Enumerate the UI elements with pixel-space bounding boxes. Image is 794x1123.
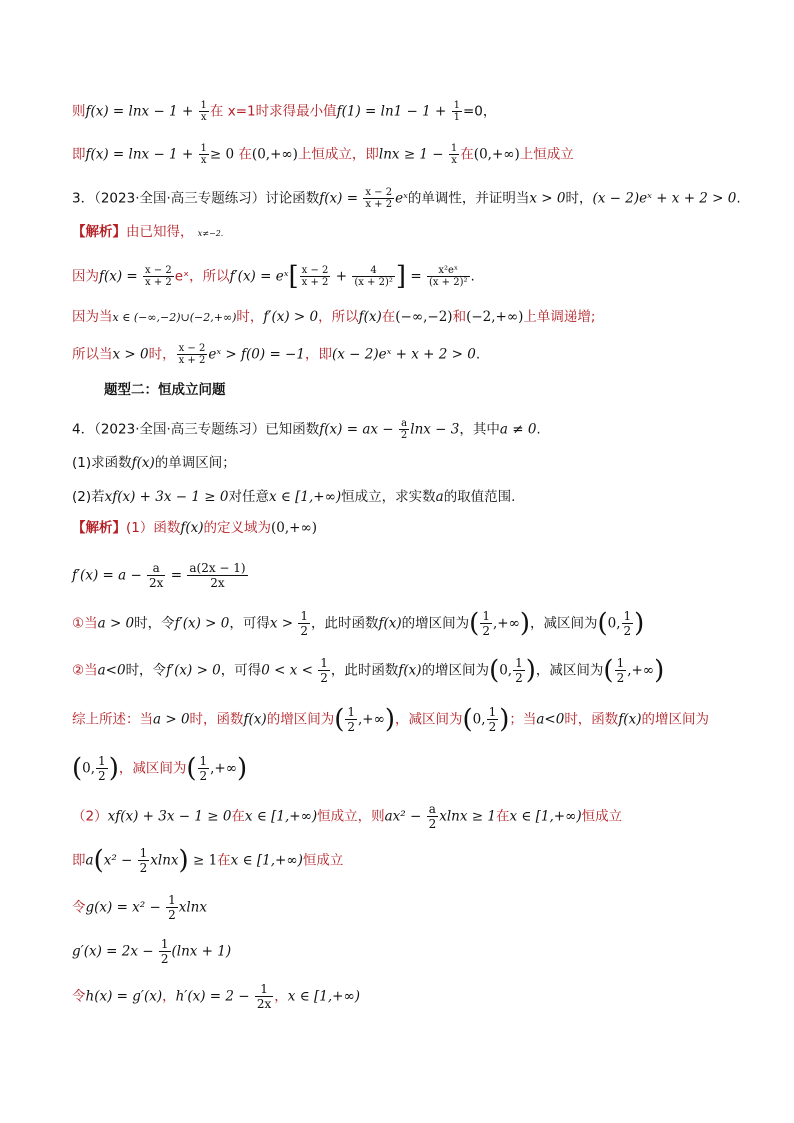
text: 恒成立 — [302, 852, 344, 869]
problem-4 — [72, 418, 734, 441]
math: f(x) = lnx − 1 + — [85, 146, 198, 163]
math: ≥ 1 — [188, 852, 218, 869]
text: 对任意 — [228, 489, 269, 505]
math: ,+∞ — [627, 662, 655, 679]
math: ax² − — [384, 808, 426, 825]
math: ,+∞ — [492, 615, 520, 632]
text: 的增区间为 — [401, 615, 470, 632]
text: 在 — [495, 808, 510, 825]
math: f(1) = ln1 − 1 + — [336, 103, 451, 120]
text: 所以当 — [72, 346, 113, 363]
fraction: $\frac{1}{2}$ — [482, 609, 490, 638]
fraction: $\frac{x - 2}{x + 2}$ — [365, 187, 393, 210]
text: 即 — [72, 146, 86, 163]
text: ，即 — [304, 346, 332, 363]
math: x ∈ [1,+∞) — [268, 489, 342, 505]
case-1: ①当a > 0时，令f′(x) > 0，可得x > $\frac{1}{2}$ ，此时函数f(x)的增区间为( $\frac{1}{2}$ ,+∞)，减区间为(0, $\frac{1}{2}$ ) — [72, 608, 645, 639]
math: (lnx + 1) — [171, 943, 232, 960]
fraction: $\frac{x - 2}{x + 2}$ — [301, 265, 329, 288]
derivative-line — [72, 561, 734, 590]
math: h′(x) = 2 − — [175, 988, 254, 1005]
text: 的单调区间； — [154, 455, 236, 471]
fraction: $\frac{1}{2}$ — [488, 705, 497, 734]
fraction: $\frac{1}{x}$ — [200, 143, 207, 166]
fraction: $\frac{1}{2}$ — [616, 656, 625, 685]
text: 上恒成立，即 — [297, 146, 379, 163]
math: f′(x) > 0 — [174, 615, 230, 632]
math: xf(x) + 3x − 1 ≥ 0 — [107, 808, 232, 825]
fraction: $\frac{1}{2}$ — [300, 609, 309, 638]
math: xlnx — [150, 852, 179, 869]
text: . — [536, 421, 541, 438]
math: f(x) — [131, 455, 155, 471]
math: eˣ — [395, 190, 408, 207]
math: a — [435, 489, 444, 505]
math: x ∈ [1,+∞) — [287, 988, 360, 1005]
problem-4-part-1 — [72, 453, 734, 473]
text: 则 — [72, 103, 86, 120]
math: g(x) = x² − — [85, 899, 166, 916]
text: 上恒成立 — [519, 146, 574, 163]
text: 时， — [148, 346, 176, 363]
math: 0, — [472, 711, 486, 728]
text: 在 x=1时求得最小值 — [209, 103, 337, 120]
solution-4-intro — [72, 518, 734, 538]
math: (0,+∞) — [271, 520, 317, 536]
fraction: $\frac{\text{x²eˣ}}{\text{(x + 2)²}}$ — [428, 265, 468, 288]
math: = — [166, 567, 187, 584]
math: f′(x) > 0 — [263, 309, 319, 325]
text: 恒成立，则 — [317, 808, 385, 825]
text: 在 — [238, 146, 252, 163]
define-h — [72, 982, 734, 1011]
g-derivative — [72, 937, 734, 966]
math: 0, — [82, 760, 96, 777]
math: (−2,+∞) — [466, 309, 524, 325]
math: xf(x) + 3x − 1 ≥ 0 — [104, 489, 229, 505]
problem-4-part-2 — [72, 487, 734, 507]
text: 因为当 — [72, 309, 113, 325]
text: 时，令 — [134, 615, 175, 632]
text: 的单调性，并证明当 — [407, 190, 530, 207]
summary-line-1: 综上所述：当a > 0时，函数f(x)的增区间为( $\frac{1}{2}$ ,+∞)，减区间为(0, $\frac{1}{2}$ )；当a<0时，函数f(x)的增区间为 — [72, 704, 709, 735]
text: 3．（2023·全国·高三专题练习）讨论函数 — [72, 190, 320, 207]
math: f(x) — [398, 662, 422, 679]
math: (−∞,−2) — [395, 309, 453, 325]
text: (1)求函数 — [72, 455, 132, 471]
text: 恒成立，求实数 — [341, 489, 436, 505]
fraction: $\frac{1}{2}$ — [623, 609, 632, 638]
text: (2)若 — [72, 489, 105, 505]
text: eˣ，所以 — [174, 268, 230, 285]
text: ，减区间为 — [535, 662, 604, 679]
text: ， — [162, 988, 176, 1005]
text: 的增区间为 — [266, 711, 335, 728]
math: x ∈ (−∞,−2)∪(−2,+∞) — [112, 311, 237, 324]
math: xlnx — [178, 899, 207, 916]
math: lnx − 3 — [410, 421, 460, 438]
text: ②当 — [72, 662, 98, 679]
math: 0, — [499, 662, 513, 679]
text: 时， — [236, 309, 264, 325]
fraction: $\frac{1}{2}$ — [199, 754, 208, 783]
text: ①当 — [72, 615, 98, 632]
math: a > 0 — [153, 711, 190, 728]
text: 在 — [217, 852, 231, 869]
text: ；当 — [509, 711, 537, 728]
text: ，减区间为 — [395, 711, 463, 728]
math: (x − 2)eˣ + x + 2 > 0 — [592, 190, 737, 207]
math: ,+∞ — [358, 711, 385, 728]
text: =0， — [462, 103, 497, 120]
text: 时，函数 — [189, 711, 244, 728]
math: a<0 — [536, 711, 565, 728]
math: f(x) — [358, 309, 382, 325]
summary-line-2: (0, $\frac{1}{2}$ )，减区间为( $\frac{1}{2}$ ,+∞) — [72, 753, 248, 784]
text: 因为 — [72, 268, 99, 285]
text: 的增区间为 — [421, 662, 490, 679]
fraction: $\frac{a}{2x}$ — [149, 561, 164, 590]
part-2-line-2: 即a(x² − $\frac{1}{2}$ xlnx) ≥ 1在x ∈ [1,+∞)恒成立 — [72, 845, 344, 876]
math: a ≠ 0 — [499, 421, 537, 438]
math: x ∈ [1,+∞) — [230, 852, 303, 869]
text: 的增区间为 — [641, 711, 709, 728]
fraction: $\frac{1}{2}$ — [320, 656, 328, 685]
math: f(x) = — [99, 268, 143, 285]
math: g′(x) = 2x − — [72, 943, 158, 960]
math: = — [406, 268, 426, 285]
solution-line-1 — [72, 100, 734, 123]
fraction: $\frac{1}{x}$ — [200, 100, 207, 123]
text: ，所以 — [318, 309, 359, 325]
math: xlnx ≥ 1 — [439, 808, 496, 825]
math: f′(x) = a − — [72, 567, 147, 584]
text: 在 — [381, 309, 396, 325]
math: x² − — [103, 852, 137, 869]
math: a — [85, 852, 94, 869]
text: ，减区间为 — [118, 760, 187, 777]
math: (x − 2)eˣ + x + 2 > 0 — [331, 346, 476, 363]
fraction: $\frac{x - 2}{x + 2}$ — [145, 265, 172, 288]
fraction: $\frac{a}{2}$ — [400, 418, 408, 441]
case-2: ②当a<0时，令f′(x) > 0，可得0 < x < $\frac{1}{2}$ ，此时函数f(x)的增区间为(0, $\frac{1}{2}$ )，减区间为( $\frac{1}{2}$ ,+∞) — [72, 655, 665, 686]
math: eˣ > f(0) = −1 — [208, 346, 305, 363]
math: (0,+∞) — [473, 146, 520, 163]
problem-3 — [72, 187, 741, 210]
math: f(x) = — [319, 190, 363, 207]
fraction: $\frac{1}{1}$ — [453, 100, 460, 123]
text: 在 — [460, 146, 474, 163]
text: （2） — [72, 808, 108, 825]
math: + — [331, 268, 352, 285]
text: 令 — [72, 899, 86, 916]
text: ，此时函数 — [330, 662, 399, 679]
fraction: $\frac{4}{\text{(x + 2)²}}$ — [354, 265, 393, 288]
fraction: $\frac{1}{x}$ — [450, 143, 458, 166]
math: f(x) — [378, 615, 402, 632]
text: ，减区间为 — [529, 615, 598, 632]
math: 0 < x < — [261, 662, 318, 679]
text: 由已知得， — [126, 224, 194, 240]
text: 的取值范围. — [443, 489, 516, 505]
text: 时， — [565, 190, 593, 207]
solution-3-line-3 — [72, 343, 734, 366]
math: f(x) — [618, 711, 642, 728]
define-g — [72, 893, 734, 922]
fraction: $\frac{1}{2}$ — [347, 705, 355, 734]
fraction: $\frac{x - 2}{x + 2}$ — [178, 343, 206, 366]
math: (0,+∞) — [251, 146, 298, 163]
text: (1）函数 — [126, 520, 181, 536]
math: a > 0 — [97, 615, 135, 632]
math: f(x) — [180, 520, 204, 536]
text: 综上所述：当 — [72, 711, 153, 728]
text: 恒成立 — [581, 808, 623, 825]
math: a<0 — [97, 662, 126, 679]
text: . — [736, 190, 741, 207]
text: 和 — [452, 309, 467, 325]
solution-label: 【解析】 — [72, 224, 126, 240]
math: f′(x) > 0 — [166, 662, 221, 679]
math: x≠−2. — [197, 229, 224, 238]
part-2-line-1 — [72, 802, 734, 831]
solution-3-line-1: 因为f(x) = $\frac{x - 2}{x + 2}$ eˣ，所以f′(x) = eˣ[ $\frac{x - 2}{x + 2}$ + $\frac{4}{\text{(x + 2)²}}$ ] = $\frac{\text{x²eˣ}}{\text{(x + 2)²}}$ . — [72, 261, 475, 292]
text: 时，函数 — [564, 711, 619, 728]
text: ，可得 — [229, 615, 270, 632]
text: 时，令 — [125, 662, 167, 679]
fraction: $\frac{1}{2}$ — [160, 937, 169, 966]
solution-line-2 — [72, 143, 734, 166]
text: ，其中 — [459, 421, 500, 438]
math: 0, — [607, 615, 621, 632]
math: f(x) = lnx − 1 + — [85, 103, 198, 120]
text: 上单调递增; — [523, 309, 596, 325]
math: f(x) — [243, 711, 267, 728]
fraction: $\frac{1}{2x}$ — [256, 982, 272, 1011]
math: f′(x) = eˣ — [229, 268, 289, 285]
text: ，可得 — [220, 662, 262, 679]
math: x > 0 — [529, 190, 566, 207]
text: 即 — [72, 852, 86, 869]
text: 的定义域为 — [203, 520, 272, 536]
text: 在 — [231, 808, 245, 825]
solution-3-intro — [72, 222, 734, 244]
text: . — [475, 346, 481, 363]
math: x > — [269, 615, 298, 632]
fraction: $\frac{1}{2}$ — [515, 656, 523, 685]
math: ≥ 0 — [209, 146, 235, 163]
text: 令 — [72, 988, 86, 1005]
section-heading — [104, 380, 734, 400]
text: 4．（2023·全国·高三专题练习）已知函数 — [72, 421, 320, 438]
fraction: $\frac{a(2x - 1)}{2x}$ — [189, 561, 246, 590]
math: h(x) = g′(x) — [85, 988, 163, 1005]
heading-text: 题型二：恒成立问题 — [104, 382, 226, 398]
math: lnx ≥ 1 − — [378, 146, 448, 163]
math: f(x) = ax − — [319, 421, 398, 438]
text: ，此时函数 — [311, 615, 379, 632]
solution-label: 【解析】 — [72, 520, 126, 536]
math: ,+∞ — [210, 760, 237, 777]
math: x > 0 — [112, 346, 149, 363]
fraction: $\frac{1}{2}$ — [98, 754, 106, 783]
fraction: $\frac{a}{2}$ — [428, 802, 437, 831]
fraction: $\frac{1}{2}$ — [168, 893, 176, 922]
math: x ∈ [1,+∞) — [509, 808, 582, 825]
text: . — [470, 268, 475, 285]
solution-3-line-2 — [72, 307, 734, 328]
fraction: $\frac{1}{2}$ — [139, 846, 148, 875]
math: x ∈ [1,+∞) — [244, 808, 318, 825]
text: ， — [274, 988, 288, 1005]
